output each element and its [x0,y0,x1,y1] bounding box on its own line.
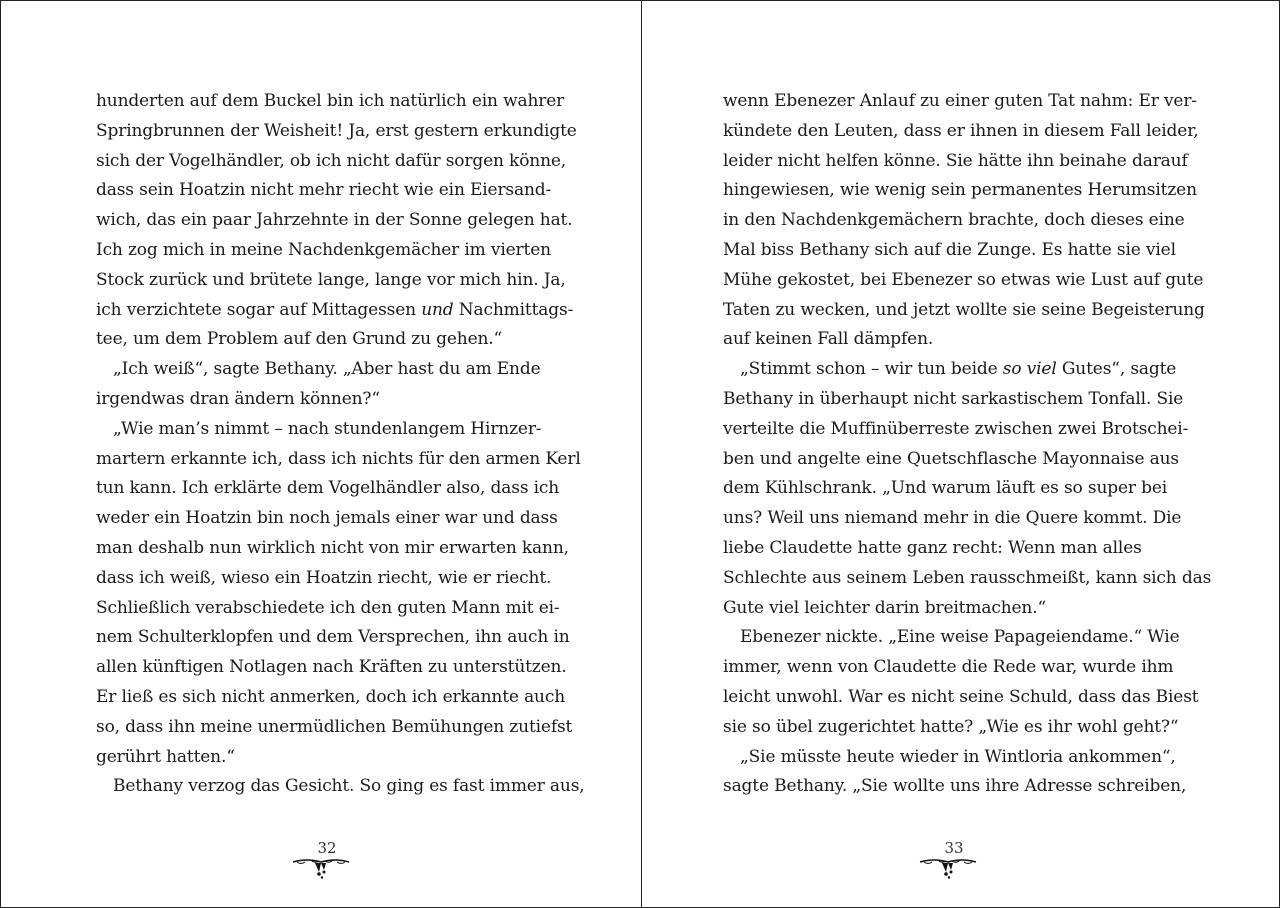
text-line: tee, um dem Problem auf den Grund zu gehen.“ [96,329,503,350]
text-line: Taten zu wecken, und jetzt wollte sie seine Begeisterung [723,299,1205,320]
text-line: Bethany in überhaupt nicht sarkastischem Tonfall. Sie [723,388,1184,409]
text-line: man deshalb nun wirklich nicht von mir erwarten kann, [96,537,569,558]
text-line: wich, das ein paar Jahrzehnte in der Sonne gelegen hat. [96,210,573,231]
left-page [1,1,641,907]
text-line: auf keinen Fall dämpfen. [723,329,934,350]
text-line: nem Schulterklopfen und dem Versprechen, ihn auch in [96,627,570,648]
text-line: Bethany verzog das Gesicht. So ging es fast immer aus, [113,776,585,797]
text-line: Ebenezer nickte. „Eine weise Papageiendame.“ Wie [740,627,1180,648]
text-line: Mühe gekostet, bei Ebenezer so etwas wie Lust auf gute [723,269,1204,290]
text-line: dass ich weiß, wieso ein Hoatzin riecht, wie er riecht. [96,567,552,588]
text-line: ich verzichtete sogar auf Mittagessen und Nachmittags- [96,299,574,320]
text-line: immer, wenn von Claudette die Rede war, wurde ihm [723,657,1174,678]
text-line: sich der Vogelhändler, ob ich nicht dafür sorgen könne, [96,150,567,171]
dripping-branch-ornament-icon [291,856,351,880]
text-line: Springbrunnen der Weisheit! Ja, erst gestern erkundigte [96,120,577,141]
left-page-text [96,87,585,802]
text-line: weder ein Hoatzin bin noch jemals einer war und dass [96,508,558,529]
text-line: allen künftigen Notlagen nach Kräften zu unterstützen. [96,657,567,678]
text-line: „Sie müsste heute wieder in Wintloria ankommen“, [740,746,1176,767]
text-line: Schlechte aus seinem Leben rausschmeißt, kann sich das [723,567,1212,588]
dripping-branch-ornament-icon [918,856,978,880]
text-line: „Ich weiß“, sagte Bethany. „Aber hast du am Ende [113,359,541,380]
text-line: leicht unwohl. War es nicht seine Schuld, dass das Biest [723,686,1199,707]
text-line: Mal biss Bethany sich auf die Zunge. Es hatte sie viel [723,239,1176,260]
text-line: gerührt hatten.“ [96,746,235,767]
text-line: „Wie man’s nimmt – nach stundenlangem Hirnzer- [113,418,542,439]
text-line: Gute viel leichter darin breitmachen.“ [723,597,1046,618]
text-line: „Stimmt schon – wir tun beide so viel Gutes“, sagte [740,359,1177,380]
text-line: irgendwas dran ändern können?“ [96,388,380,409]
text-line: dem Kühlschrank. „Und warum läuft es so super bei [723,478,1168,499]
text-line: Ich zog mich in meine Nachdenkgemächer im vierten [96,239,551,260]
text-line: martern erkannte ich, dass ich nichts für den armen Kerl [96,448,581,469]
text-line: hingewiesen, wie wenig sein permanentes Herumsitzen [723,180,1197,201]
text-line: verteilte die Muffinüberreste zwischen zwei Brotschei- [723,418,1189,439]
text-line: Schließlich verabschiedete ich den guten Mann mit ei- [96,597,560,618]
right-page [642,1,1280,907]
text-line: Er ließ es sich nicht anmerken, doch ich erkannte auch [96,686,566,707]
text-line: so, dass ihn meine unermüdlichen Bemühungen zutiefst [96,716,573,737]
text-line: liebe Claudette hatte ganz recht: Wenn man alles [723,537,1142,558]
text-line: tun kann. Ich erklärte dem Vogelhändler also, dass ich [96,478,560,499]
text-line: dass sein Hoatzin nicht mehr riecht wie ein Eiersand- [96,180,552,201]
text-line: kündete den Leuten, dass er ihnen in diesem Fall leider, [723,120,1199,141]
text-line: ben und angelte eine Quetschflasche Mayonnaise aus [723,448,1179,469]
text-line: in den Nachdenkgemächern brachte, doch dieses eine [723,210,1185,231]
right-page-text [723,87,1212,802]
page-number-right: 33 [944,839,964,857]
text-line: uns? Weil uns niemand mehr in die Quere kommt. Die [723,508,1182,529]
text-line: hunderten auf dem Buckel bin ich natürlich ein wahrer [96,91,565,111]
text-line: leider nicht helfen könne. Sie hätte ihn beinahe darauf [723,150,1188,171]
text-line: wenn Ebenezer Anlauf zu einer guten Tat nahm: Er ver- [723,91,1197,111]
text-line: sie so übel zugerichtet hatte? „Wie es ihr wohl geht?“ [723,716,1179,737]
text-line: Stock zurück und brütete lange, lange vor mich hin. Ja, [96,269,566,290]
page-number-left: 32 [317,839,337,857]
text-line: sagte Bethany. „Sie wollte uns ihre Adresse schreiben, [723,776,1187,797]
